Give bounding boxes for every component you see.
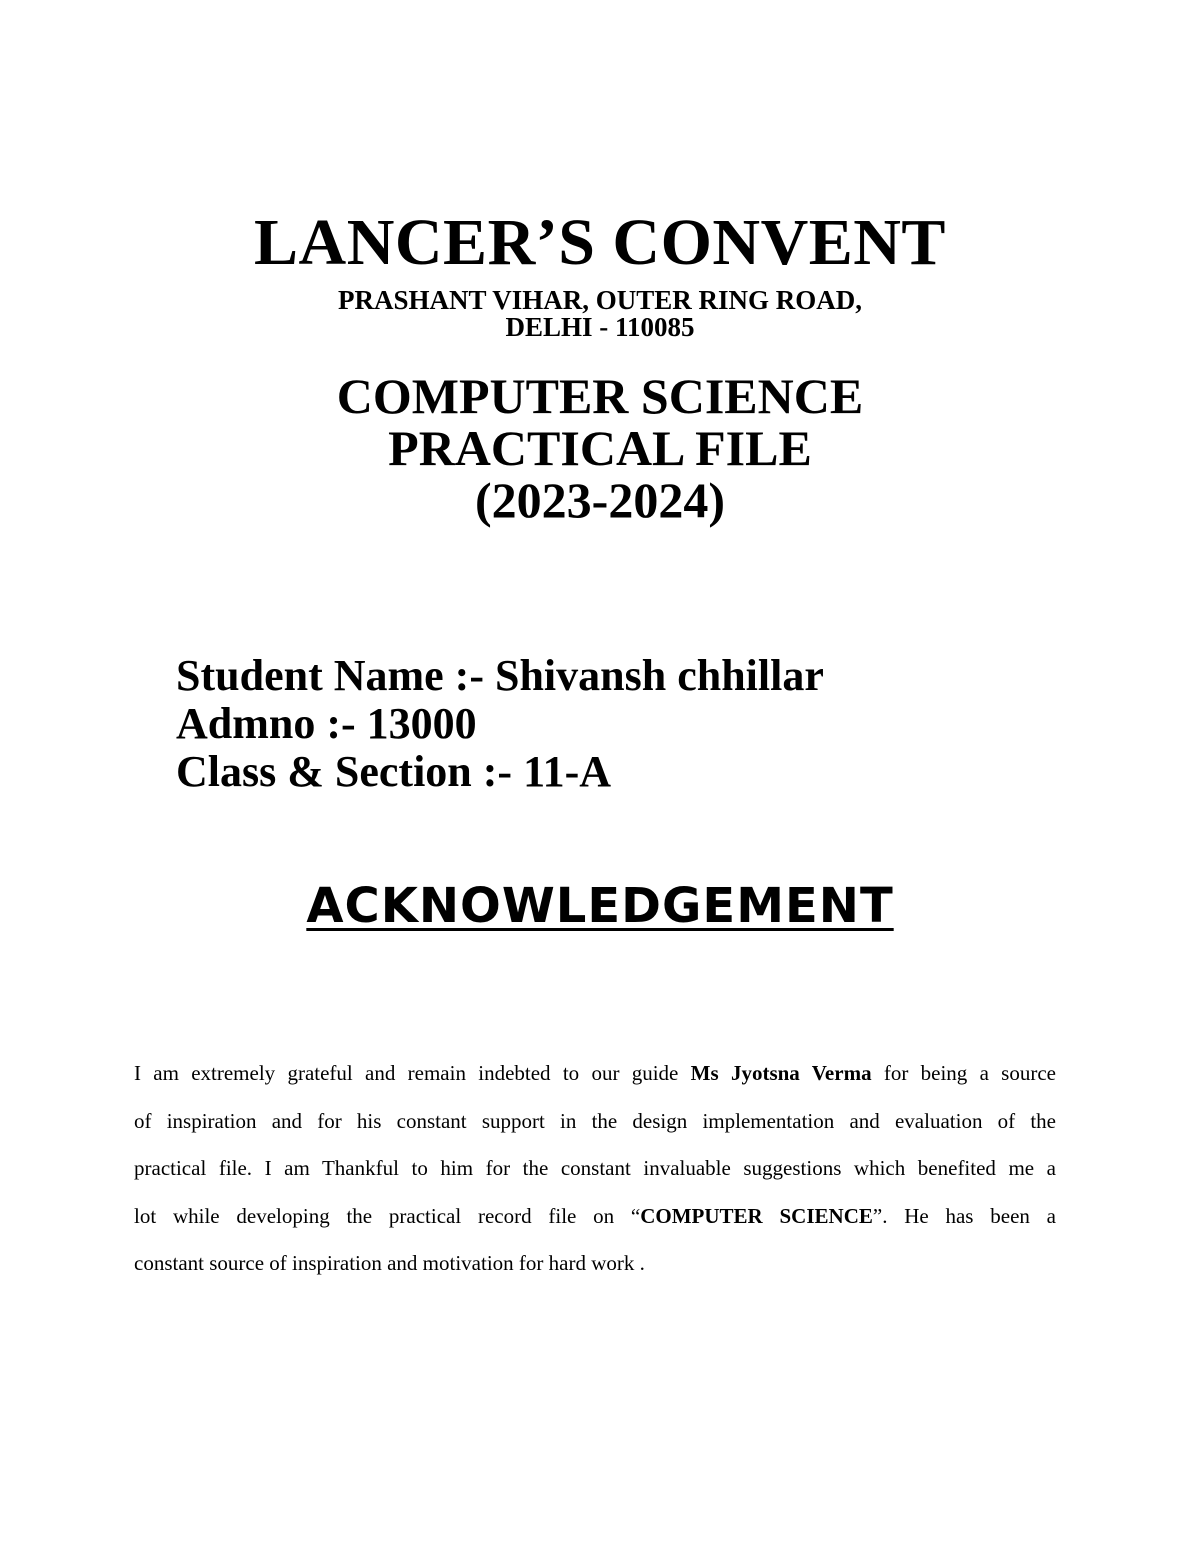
student-admno: Admno :- 13000: [176, 699, 477, 748]
address-line-2: DELHI - 110085: [505, 312, 695, 342]
file-title-line-2: PRACTICAL FILE: [388, 420, 812, 476]
address-line-1: PRASHANT VIHAR, OUTER RING ROAD,: [337, 285, 863, 315]
ack-text-4b: ”. He has been a: [872, 1203, 1056, 1228]
subject-name: COMPUTER SCIENCE: [640, 1203, 873, 1228]
file-title: [0, 370, 1200, 526]
student-name: Student Name :- Shivansh chhillar: [176, 651, 824, 700]
school-name: LANCER’S CONVENT: [254, 206, 946, 279]
acknowledgement-line-4: [134, 1193, 1056, 1241]
file-title-line-1: COMPUTER SCIENCE: [336, 368, 864, 424]
ack-text-1b: for being a source: [871, 1061, 1056, 1085]
acknowledgement-heading-text: ACKNOWLEDGEMENT: [306, 878, 894, 934]
acknowledgement-line-1: [134, 1050, 1056, 1098]
guide-name: Ms Jyotsna Verma: [690, 1061, 872, 1085]
file-title-line-3: (2023-2024): [475, 472, 725, 528]
acknowledgement-body: [134, 1050, 1056, 1288]
acknowledgement-line-2: of inspiration and for his constant support in the design implementation and evaluation of the: [134, 1108, 1056, 1133]
ack-text-1a: I am extremely grateful and remain indebted to our guide: [134, 1061, 691, 1085]
acknowledgement-line-5: constant source of inspiration and motivation for hard work .: [134, 1251, 645, 1275]
student-class-section: Class & Section :- 11-A: [176, 747, 612, 796]
school-address: [0, 287, 1200, 341]
acknowledgement-heading: [0, 876, 1200, 936]
student-details: [176, 652, 824, 796]
ack-text-4a: lot while developing the practical record file on “: [134, 1203, 641, 1228]
acknowledgement-line-3: practical file. I am Thankful to him for the constant invaluable suggestions which benefited me a: [134, 1156, 1056, 1180]
